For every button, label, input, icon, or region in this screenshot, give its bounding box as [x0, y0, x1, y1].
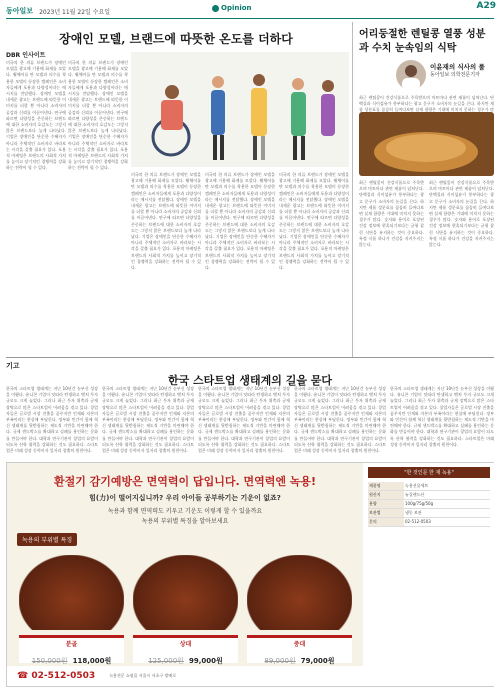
side-article-title: 어리둥절한 렌틸콩 열풍 성분과 수치 눈속임의 식탁 — [359, 29, 486, 54]
author-title: 동아일보 의학전문기자 — [430, 72, 480, 78]
top-article-body-col2: 미국의 한 의류 브랜드가 장애인 모델을 광고에 기용해 화제를 모았다. 휠체어를 탄 모델과 의수를 착용한 모델이 등장한 캠페인은 소비자들에게 포용과 다양성이라는 메시지를 전달했다. 장애인 모델을 내세운 광고는 브랜드에 따뜻한 이미지를 더할 뿐 아니라 소비자의 공감과 신뢰를 이끌어낸다. 연구에 따르면 다양성을 존중하는 브랜드에 대한 소비자의 호감도는 그렇지 않은 브랜드보다 높게 나타났다. 기업은 장애인을 단순한 수혜자가 아니라 주체적인 소비자로 바라보는 시각을 갖출 필요가 있다. 포용적 마케팅은 브랜드의 사회적 가치를 높이고 장기적인 경쟁력을 강화하는 전략이 될 수 있다. — [68, 60, 128, 171]
opinion-dot-icon — [212, 5, 219, 12]
food-photo — [359, 112, 494, 176]
product-image-3 — [247, 555, 352, 630]
bottom-article-body-col2: 한국의 스타트업 생태계는 지난 10년간 눈부신 성장을 이뤘다. 유니콘 기업이 잇따라 탄생하고 벤처 투자 규모도 크게 늘었다. 그러나 최근 투자 위축과 규제 장벽으로 많은 스타트업이 어려움을 겪고 있다. 창업자들은 글로벌 시장 진출을 꿈꾸지만 인재와 자본의 부족이라는 현실에 부딪힌다. 정부와 민간이 함께 혁신 생태계를 뒷받침하는 제도적 기반을 마련해야 한다. 규제 샌드박스를 확대하고 실패를 용인하는 문화를 만들어야 한다. 대학과 연구기관이 창업의 요람이 되도록 산학 협력을 강화하는 것도 필요하다. 스타트업은 미래 성장 동력이자 일자리 창출의 원천이다. — [102, 386, 194, 454]
ad-address: 녹용전문 쇼핑몰 서울시 서초구 방배로 — [109, 673, 177, 678]
column-divider — [352, 22, 353, 357]
new-price: 118,000원 — [72, 657, 112, 665]
issue-date: 2023년 11월 22일 수요일 — [39, 8, 111, 16]
article-illustration — [131, 52, 349, 167]
author-name: 이윤재의 식사의 룰 — [430, 63, 485, 71]
bottom-section-label: 기고 — [6, 362, 20, 370]
side-article-author — [430, 64, 494, 79]
info-row: 원산지 뉴질랜드산 — [368, 491, 490, 500]
old-price: 125,000원 — [148, 657, 184, 665]
ad-headline: 환절기 감기예방은 면역력이 답입니다. 면역력엔 녹용! — [53, 475, 317, 488]
info-row: 제품명 녹용선물세트 — [368, 482, 490, 491]
bottom-article-body-col1: 한국의 스타트업 생태계는 지난 10년간 눈부신 성장을 이뤘다. 유니콘 기업이 잇따라 탄생하고 벤처 투자 규모도 크게 늘었다. 그러나 최근 투자 위축과 규제 장벽으로 많은 스타트업이 어려움을 겪고 있다. 창업자들은 글로벌 시장 진출을 꿈꾸지만 인재와 자본의 부족이라는 현실에 부딪힌다. 정부와 민간이 함께 혁신 생태계를 뒷받침하는 제도적 기반을 마련해야 한다. 규제 샌드박스를 확대하고 실패를 용인하는 문화를 만들어야 한다. 대학과 연구기관이 창업의 요람이 되도록 산학 협력을 강화하는 것도 필요하다. 스타트업은 미래 성장 동력이자 일자리 창출의 원천이다. — [6, 386, 98, 454]
author-photo — [396, 60, 426, 90]
ad-main-panel — [7, 463, 363, 686]
new-price: 79,000원 — [300, 657, 335, 665]
product-name: 상대 — [179, 641, 192, 648]
side-article-body-col2: 최근 렌틸콩이 건강식품으로 주목받으며 마트마다 관련 제품이 넘쳐난다. 단백질과 식이섬유가 풍부하다는 광고 문구가 소비자의 눈길을 끈다. 하지만 제품 성분표를 꼼꼼히 들여다보면 실제 함량은 기대에 미치지 못하는 경우가 많다. 숫자와 용어로 포장된 건강 정보에 현혹되기보다는 균형 잡힌 식단을 유지하는 것이 중요하다. 특정 식품 하나가 건강을 지켜주지는 않는다. — [429, 180, 494, 248]
bottom-article-title: 한국 스타트업 생태계의 길을 묻다 — [167, 374, 333, 387]
section-divider — [6, 357, 494, 358]
section-name: Opinion — [221, 4, 252, 12]
top-article-body-col5: 미국의 한 의류 브랜드가 장애인 모델을 광고에 기용해 화제를 모았다. 휠체어를 탄 모델과 의수를 착용한 모델이 등장한 캠페인은 소비자들에게 포용과 다양성이라는 메시지를 전달했다. 장애인 모델을 내세운 광고는 브랜드에 따뜻한 이미지를 더할 뿐 아니라 소비자의 공감과 신뢰를 이끌어낸다. 연구에 따르면 다양성을 존중하는 브랜드에 대한 소비자의 호감도는 그렇지 않은 브랜드보다 높게 나타났다. 기업은 장애인을 단순한 수혜자가 아니라 주체적인 소비자로 바라보는 시각을 갖출 필요가 있다. 포용적 마케팅은 브랜드의 사회적 가치를 높이고 장기적인 경쟁력을 강화하는 전략이 될 수 있다. — [279, 172, 349, 271]
top-article-body-col4: 미국의 한 의류 브랜드가 장애인 모델을 광고에 기용해 화제를 모았다. 휠체어를 탄 모델과 의수를 착용한 모델이 등장한 캠페인은 소비자들에게 포용과 다양성이라는 메시지를 전달했다. 장애인 모델을 내세운 광고는 브랜드에 따뜻한 이미지를 더할 뿐 아니라 소비자의 공감과 신뢰를 이끌어낸다. 연구에 따르면 다양성을 존중하는 브랜드에 대한 소비자의 호감도는 그렇지 않은 브랜드보다 높게 나타났다. 기업은 장애인을 단순한 수혜자가 아니라 주체적인 소비자로 바라보는 시각을 갖출 필요가 있다. 포용적 마케팅은 브랜드의 사회적 가치를 높이고 장기적인 경쟁력을 강화하는 전략이 될 수 있다. — [205, 172, 275, 271]
bottom-article-body-col3: 한국의 스타트업 생태계는 지난 10년간 눈부신 성장을 이뤘다. 유니콘 기업이 잇따라 탄생하고 벤처 투자 규모도 크게 늘었다. 그러나 최근 투자 위축과 규제 장벽으로 많은 스타트업이 어려움을 겪고 있다. 창업자들은 글로벌 시장 진출을 꿈꾸지만 인재와 자본의 부족이라는 현실에 부딪힌다. 정부와 민간이 함께 혁신 생태계를 뒷받침하는 제도적 기반을 마련해야 한다. 규제 샌드박스를 확대하고 실패를 용인하는 문화를 만들어야 한다. 대학과 연구기관이 창업의 요람이 되도록 산학 협력을 강화하는 것도 필요하다. 스타트업은 미래 성장 동력이자 일자리 창출의 원천이다. — [198, 386, 290, 454]
ad-phone-bar — [7, 666, 363, 686]
old-price: 89,000원 — [264, 657, 296, 665]
product-name: 중대 — [293, 641, 306, 648]
bottom-article-body-col4: 한국의 스타트업 생태계는 지난 10년간 눈부신 성장을 이뤘다. 유니콘 기업이 잇따라 탄생하고 벤처 투자 규모도 크게 늘었다. 그러나 최근 투자 위축과 규제 장벽으로 많은 스타트업이 어려움을 겪고 있다. 창업자들은 글로벌 시장 진출을 꿈꾸지만 인재와 자본의 부족이라는 현실에 부딪힌다. 정부와 민간이 함께 혁신 생태계를 뒷받침하는 제도적 기반을 마련해야 한다. 규제 샌드박스를 확대하고 실패를 용인하는 문화를 만들어야 한다. 대학과 연구기관이 창업의 요람이 되도록 산학 협력을 강화하는 것도 필요하다. 스타트업은 미래 성장 동력이자 일자리 창출의 원천이다. — [294, 386, 386, 454]
ad-info-panel — [364, 463, 494, 686]
product-image-1 — [19, 555, 124, 630]
phone-icon: ☎ — [17, 671, 32, 681]
section-badge — [212, 4, 252, 12]
info-row: 용량 100g/75g/50g — [368, 500, 490, 509]
advertisement — [6, 462, 494, 687]
ad-subhead: 힘(力)이 떨어지십니까? 우리 아이들 공부하기는 기운이 없죠? — [89, 494, 281, 502]
ad-line4: 녹용의 부위별 특징을 알아보세요 — [141, 518, 229, 525]
product-image-2 — [133, 555, 238, 630]
top-article-body-col1: 미국의 한 의류 브랜드가 장애인 모델을 광고에 기용해 화제를 모았다. 휠체어를 탄 모델과 의수를 착용한 모델이 등장한 캠페인은 소비자들에게 포용과 다양성이라는 메시지를 전달했다. 장애인 모델을 내세운 광고는 브랜드에 따뜻한 이미지를 더할 뿐 아니라 소비자의 공감과 신뢰를 이끌어낸다. 연구에 따르면 다양성을 존중하는 브랜드에 대한 소비자의 호감도는 그렇지 않은 브랜드보다 높게 나타났다. 기업은 장애인을 단순한 수혜자가 아니라 주체적인 소비자로 바라보는 시각을 갖출 필요가 있다. 포용적 마케팅은 브랜드의 사회적 가치를 높이고 장기적인 경쟁력을 강화하는 전략이 될 수 있다. — [6, 60, 66, 171]
ad-line3: 녹용과 함께 면역력도 키우고 기운도 이렇게 할 수 있을까요 — [107, 508, 263, 515]
top-article-body-col3: 미국의 한 의류 브랜드가 장애인 모델을 광고에 기용해 화제를 모았다. 휠체어를 탄 모델과 의수를 착용한 모델이 등장한 캠페인은 소비자들에게 포용과 다양성이라는 메시지를 전달했다. 장애인 모델을 내세운 광고는 브랜드에 따뜻한 이미지를 더할 뿐 아니라 소비자의 공감과 신뢰를 이끌어낸다. 연구에 따르면 다양성을 존중하는 브랜드에 대한 소비자의 호감도는 그렇지 않은 브랜드보다 높게 나타났다. 기업은 장애인을 단순한 수혜자가 아니라 주체적인 소비자로 바라보는 시각을 갖출 필요가 있다. 포용적 마케팅은 브랜드의 사회적 가치를 높이고 장기적인 경쟁력을 강화하는 전략이 될 수 있다. — [131, 172, 201, 271]
old-price: 150,000원 — [31, 657, 68, 665]
top-article-title: 장애인 모델, 브랜드에 따뜻한 온도를 더하다 — [59, 32, 293, 46]
bottom-article-body-col5: 한국의 스타트업 생태계는 지난 10년간 눈부신 성장을 이뤘다. 유니콘 기업이 잇따라 탄생하고 벤처 투자 규모도 크게 늘었다. 그러나 최근 투자 위축과 규제 장벽으로 많은 스타트업이 어려움을 겪고 있다. 창업자들은 글로벌 시장 진출을 꿈꾸지만 인재와 자본의 부족이라는 현실에 부딪힌다. 정부와 민간이 함께 혁신 생태계를 뒷받침하는 제도적 기반을 마련해야 한다. 규제 샌드박스를 확대하고 실패를 용인하는 문화를 만들어야 한다. 대학과 연구기관이 창업의 요람이 되도록 산학 협력을 강화하는 것도 필요하다. 스타트업은 미래 성장 동력이자 일자리 창출의 원천이다. — [390, 386, 494, 447]
newspaper-logo: 동아일보 — [6, 7, 34, 15]
product-card-1[interactable] — [19, 635, 124, 663]
new-price: 99,000원 — [189, 657, 223, 665]
side-article-body-col1: 최근 렌틸콩이 건강식품으로 주목받으며 마트마다 관련 제품이 넘쳐난다. 단백질과 식이섬유가 풍부하다는 광고 문구가 소비자의 눈길을 끈다. 하지만 제품 성분표를 꼼꼼히 들여다보면 실제 함량은 기대에 미치지 못하는 경우가 많다. 숫자와 용어로 포장된 건강 정보에 현혹되기보다는 균형 잡힌 식단을 유지하는 것이 중요하다. 특정 식품 하나가 건강을 지켜주지는 않는다. — [359, 180, 424, 248]
side-article-intro: 최근 렌틸콩이 건강식품으로 주목받으며 마트마다 관련 제품이 넘쳐난다. 단백질과 식이섬유가 풍부하다는 광고 문구가 소비자의 눈길을 끈다. 하지만 제품 성분표를 꼼꼼히 들여다보면 실제 함량은 기대에 미치지 못하는 경우가 많 — [359, 95, 494, 113]
product-card-2[interactable] — [133, 635, 238, 663]
ad-tag: 녹용의 부위별 특징 — [17, 533, 77, 546]
ad-phone-number[interactable]: 02-512-0503 — [31, 671, 96, 681]
product-card-3[interactable] — [247, 635, 352, 663]
top-article-column: DBR 인사이트 — [6, 52, 46, 59]
info-row: 문의 02-512-0503 — [368, 518, 490, 527]
page-number: A29 — [476, 1, 496, 11]
ad-info-title: "한 것인문 한 재 녹용" — [368, 467, 490, 478]
product-name: 분골 — [65, 641, 78, 648]
info-row: 보관법 냉동 보관 — [368, 509, 490, 518]
